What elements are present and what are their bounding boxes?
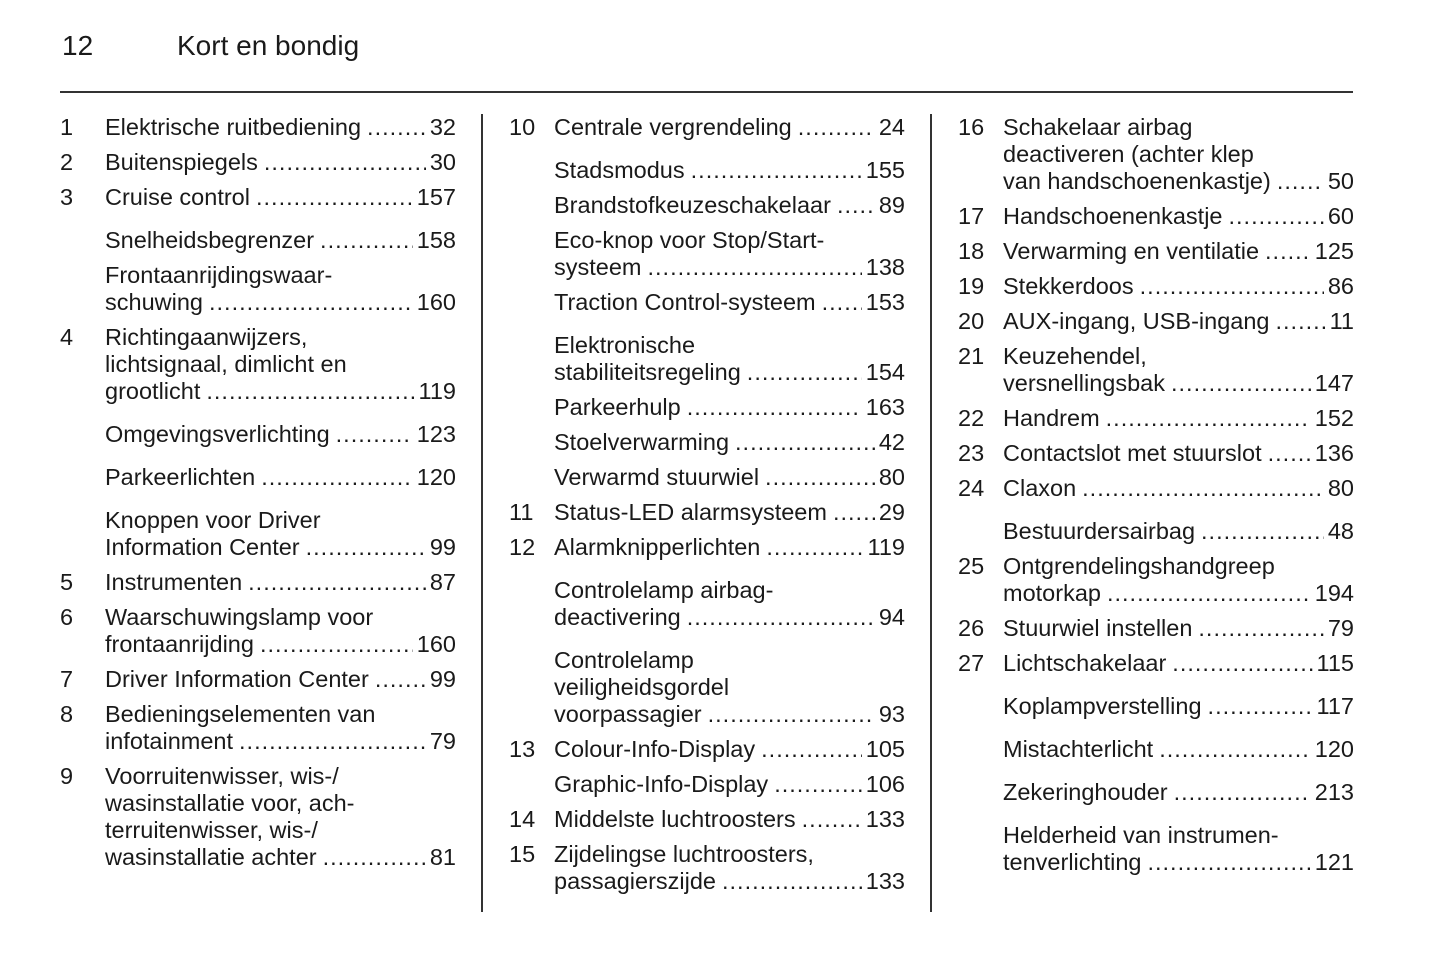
dot-leader [1147,849,1310,876]
entry-number: 7 [60,666,74,692]
entry-label: stabiliteitsregeling [554,359,741,385]
index-entry [60,456,456,499]
entry-number: 16 [958,114,985,140]
entry-label: Stuurwiel instellen [1003,615,1193,641]
index-entry [958,114,1354,203]
index-entry [60,413,456,456]
entry-number: 15 [509,841,536,867]
page-reference: 11 [1329,308,1354,334]
entry-label: Graphic-Info-Display [554,771,769,797]
entry-label: Parkeerlichten [105,464,256,490]
page-reference: 42 [878,429,905,455]
entry-label: Cruise control [105,184,250,210]
page-reference: 136 [1314,440,1354,466]
page-reference: 158 [416,227,456,253]
dot-leader [708,701,875,728]
entry-number: 12 [509,534,536,560]
dot-leader [802,806,862,833]
entry-label: Koplampverstelling [1003,693,1202,719]
entry-number: 19 [958,273,985,299]
dot-leader [1268,440,1311,467]
dot-leader [323,844,426,871]
entry-number: 9 [60,763,74,789]
page-reference: 79 [1327,615,1354,641]
entry-label: Lichtschakelaar [1003,650,1167,676]
entry-number: 6 [60,604,74,630]
page-reference: 32 [429,114,456,140]
entry-label: Middelste luchtroosters [554,806,796,832]
page-reference: 153 [865,289,905,315]
page-reference: 152 [1314,405,1354,431]
dot-leader [822,289,862,316]
entry-number: 14 [509,806,536,832]
index-entry [60,569,456,604]
index-entry [958,440,1354,475]
page-reference: 94 [878,604,905,630]
entry-label: voorpassagier [554,701,702,727]
page-reference: 86 [1327,273,1354,299]
page-reference: 80 [1327,475,1354,501]
page-reference: 133 [865,806,905,832]
entry-label: Zekeringhouder [1003,779,1168,805]
dot-leader [1198,615,1323,642]
entry-number: 5 [60,569,74,595]
entry-label: Alarmknipperlichten [554,534,761,560]
page-reference: 125 [1314,238,1354,264]
index-column-1 [60,114,456,879]
index-entry [958,553,1354,615]
index-entry [958,203,1354,238]
page-reference: 157 [416,184,456,210]
entry-label: Mistachterlicht [1003,736,1154,762]
index-entry [958,273,1354,308]
dot-leader [648,254,862,281]
index-entry [60,324,456,413]
entry-number: 8 [60,701,74,727]
page-reference: 117 [1316,693,1354,719]
page-reference: 147 [1314,370,1354,396]
index-entry [60,666,456,701]
index-column-3 [958,114,1354,884]
entry-label: Stadsmodus [554,157,685,183]
page-reference: 50 [1327,168,1354,194]
page-reference: 121 [1314,849,1354,875]
entry-label: Eco-knop voor Stop/Start- [554,227,825,253]
dot-leader [239,728,426,755]
index-entry [509,289,905,324]
page-reference: 24 [878,114,905,140]
page-reference: 30 [429,149,456,175]
entry-number: 26 [958,615,985,641]
entry-number: 3 [60,184,74,210]
dot-leader [1229,203,1324,230]
page-reference: 119 [418,378,456,404]
index-entry [509,534,905,569]
index-entry [509,114,905,149]
entry-label: infotainment [105,728,234,754]
index-entry [958,771,1354,814]
index-entry [509,464,905,499]
page-reference: 93 [878,701,905,727]
index-entry [60,114,456,149]
entry-number: 4 [60,324,74,350]
entry-number: 27 [958,650,985,676]
dot-leader [306,534,426,561]
page-title: Kort en bondig [177,30,360,61]
entry-label: frontaanrijding [105,631,254,657]
index-entry [509,499,905,534]
entry-label: Controlelamp [554,647,694,673]
page-reference: 87 [429,569,456,595]
entry-label: Handschoenenkastje [1003,203,1223,229]
dot-leader [1159,736,1311,763]
index-entry [509,324,905,394]
dot-leader [798,114,875,141]
page-reference: 119 [867,534,905,560]
entry-label: Schakelaar airbag [1003,114,1193,140]
entry-number: 25 [958,553,985,579]
index-entry [509,149,905,192]
dot-leader [1201,518,1324,545]
entry-label: tenverlichting [1003,849,1142,875]
page-reference: 89 [878,192,905,218]
index-entry [958,238,1354,273]
index-entry [958,650,1354,685]
index-entry [60,149,456,184]
page-reference: 99 [429,666,456,692]
entry-number: 11 [509,499,534,525]
page-reference: 48 [1327,518,1354,544]
dot-leader [1277,168,1324,195]
entry-number: 23 [958,440,985,466]
entry-number: 18 [958,238,985,264]
dot-leader [774,771,862,798]
entry-label: Claxon [1003,475,1077,501]
index-entry [958,510,1354,553]
entry-label: Stekkerdoos [1003,273,1134,299]
dot-leader [1265,238,1311,265]
entry-label: Snelheidsbegrenzer [105,227,315,253]
entry-number: 21 [958,343,985,369]
page-reference: 120 [1314,736,1354,762]
entry-label: Colour-Info-Display [554,736,756,762]
index-entry [509,639,905,736]
entry-label: Brandstofkeuzeschakelaar [554,192,831,218]
dot-leader [1106,405,1311,432]
entry-label: Instrumenten [105,569,243,595]
dot-leader [261,464,413,491]
index-entry [509,192,905,227]
entry-label: Waarschuwingslamp voor [105,604,374,630]
header-divider [60,91,1353,93]
entry-label: veiligheidsgordel [554,674,730,700]
index-entry [60,763,456,879]
index-entry [509,394,905,429]
entry-number: 22 [958,405,985,431]
entry-label: deactiveren (achter klep [1003,141,1254,167]
dot-leader [1140,273,1324,300]
column-divider [930,114,932,912]
entry-label: Ontgrendelingshandgreep [1003,553,1275,579]
dot-leader [336,421,413,448]
dot-leader [1208,693,1313,720]
entry-number: 2 [60,149,74,175]
dot-leader [747,359,862,386]
dot-leader [375,666,426,693]
entry-label: passagierszijde [554,868,716,894]
entry-label: Centrale vergrendeling [554,114,792,140]
dot-leader [837,192,875,219]
entry-number: 10 [509,114,536,140]
page-reference: 154 [865,359,905,385]
entry-label: Frontaanrijdingswaar- [105,262,333,288]
dot-leader [765,464,875,491]
index-entry [60,219,456,262]
page-reference: 106 [865,771,905,797]
page-reference: 115 [1316,650,1354,676]
dot-leader [1174,779,1311,806]
entry-label: Richtingaanwijzers, [105,324,308,350]
dot-leader [1171,370,1311,397]
index-entry [509,841,905,903]
index-entry [60,262,456,324]
entry-label: deactivering [554,604,681,630]
entry-label: Stoelverwarming [554,429,730,455]
entry-label: Keuzehendel, [1003,343,1147,369]
dot-leader [206,378,414,405]
dot-leader [833,499,875,526]
index-entry [958,308,1354,343]
entry-label: Bedieningselementen van [105,701,376,727]
page-reference: 120 [416,464,456,490]
entry-label: Verwarmd stuurwiel [554,464,760,490]
entry-label: schuwing [105,289,203,315]
entry-label: lichtsignaal, dimlicht en [105,351,347,377]
entry-label: AUX-ingang, USB-ingang [1003,308,1270,334]
entry-label: Contactslot met stuurslot [1003,440,1262,466]
entry-label: versnellingsbak [1003,370,1165,396]
entry-label: wasinstallatie achter [105,844,317,870]
entry-label: Handrem [1003,405,1100,431]
entry-number: 20 [958,308,985,334]
index-entry [509,569,905,639]
entry-label: wasinstallatie voor, ach- [105,790,355,816]
page-reference: 213 [1314,779,1354,805]
index-entry [60,499,456,569]
page-reference: 138 [865,254,905,280]
dot-leader [1276,308,1326,335]
entry-label: grootlicht [105,378,201,404]
entry-label: Zijdelingse luchtroosters, [554,841,814,867]
entry-number: 24 [958,475,985,501]
entry-label: Knoppen voor Driver [105,507,321,533]
index-entry [60,604,456,666]
index-entry [958,728,1354,771]
index-entry [509,736,905,771]
entry-label: Elektronische [554,332,696,358]
entry-label: Parkeerhulp [554,394,681,420]
entry-number: 17 [958,203,985,229]
page-reference: 160 [416,631,456,657]
dot-leader [691,157,862,184]
entry-label: Information Center [105,534,300,560]
entry-label: Helderheid van instrumen- [1003,822,1279,848]
dot-leader [256,184,413,211]
index-entry [60,184,456,219]
index-entry [509,429,905,464]
page-reference: 105 [865,736,905,762]
dot-leader [1172,650,1312,677]
entry-label: Status-LED alarmsysteem [554,499,827,525]
entry-label: systeem [554,254,642,280]
dot-leader [264,149,426,176]
index-entry [958,814,1354,884]
entry-number: 13 [509,736,536,762]
page-reference: 80 [878,464,905,490]
entry-label: Voorruitenwisser, wis-/ [105,763,339,789]
dot-leader [320,227,413,254]
index-entry [958,615,1354,650]
dot-leader [367,114,426,141]
page-reference: 123 [416,421,456,447]
dot-leader [687,604,875,631]
dot-leader [1107,580,1311,607]
page-reference: 163 [865,394,905,420]
dot-leader [209,289,413,316]
page-reference: 133 [865,868,905,894]
page-reference: 194 [1314,580,1354,606]
dot-leader [260,631,413,658]
page-reference: 81 [429,844,456,870]
entry-label: Elektrische ruitbediening [105,114,362,140]
dot-leader [1082,475,1324,502]
page-reference: 79 [429,728,456,754]
page-reference: 160 [416,289,456,315]
index-entry [958,405,1354,440]
entry-number: 1 [60,114,74,140]
entry-label: van handschoenenkastje) [1003,168,1271,194]
index-column-2 [509,114,905,903]
entry-label: terruitenwisser, wis-/ [105,817,318,843]
column-divider [481,114,483,912]
entry-label: Bestuurdersairbag [1003,518,1196,544]
entry-label: Traction Control-systeem [554,289,816,315]
entry-label: Omgevingsverlichting [105,421,330,447]
index-entry [509,227,905,289]
page-reference: 60 [1327,203,1354,229]
dot-leader [761,736,862,763]
page-reference: 155 [865,157,905,183]
entry-label: Driver Information Center [105,666,369,692]
dot-leader [766,534,863,561]
entry-label: motorkap [1003,580,1101,606]
page-reference: 99 [429,534,456,560]
page-reference: 29 [878,499,905,525]
entry-label: Verwarming en ventilatie [1003,238,1260,264]
index-entry [509,806,905,841]
index-entry [509,771,905,806]
index-entry [958,475,1354,510]
index-entry [958,685,1354,728]
index-entry [60,701,456,763]
dot-leader [687,394,862,421]
index-entry [958,343,1354,405]
dot-leader [735,429,875,456]
entry-label: Controlelamp airbag- [554,577,774,603]
dot-leader [722,868,862,895]
dot-leader [248,569,426,596]
entry-label: Buitenspiegels [105,149,258,175]
page-number: 12 [62,30,94,61]
